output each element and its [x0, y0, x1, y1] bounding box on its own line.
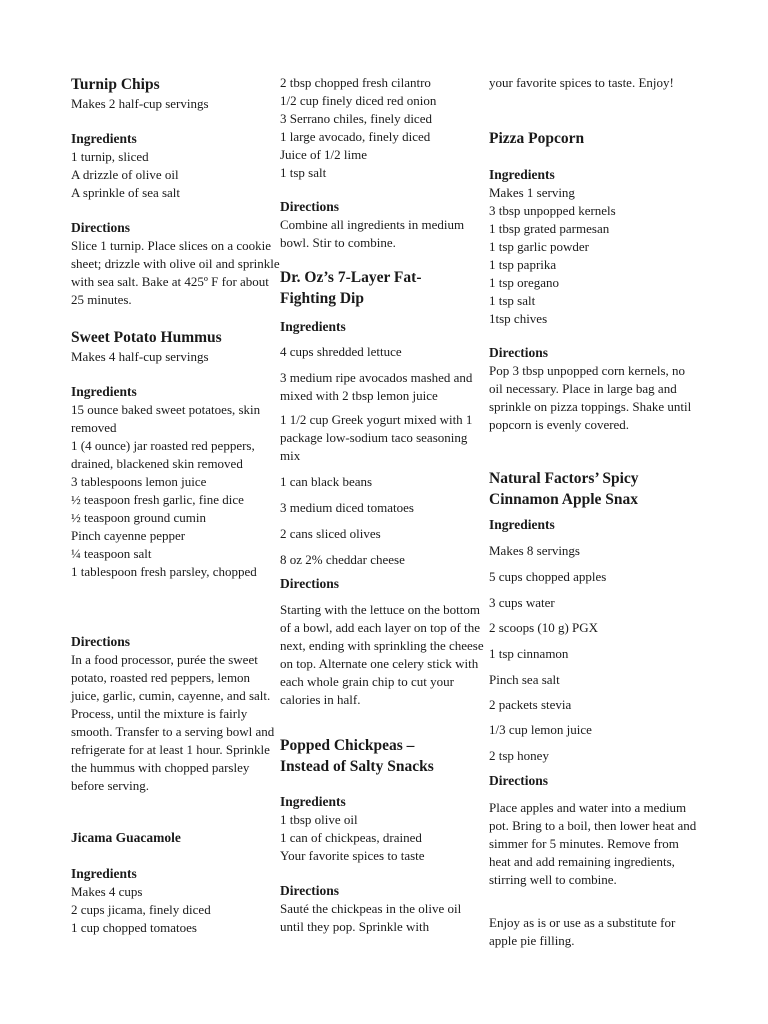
turnip-directions-text: Slice 1 turnip. Place slices on a cookie sheet; drizzle with olive oil and sprinkle with sea salt. Bake at 425º F for about 25 minutes. — [71, 238, 280, 307]
dip-directions-text: Starting with the lettuce on the bottom of a bowl, add each layer on top of the next, ending with sprinkling the cheese on top. Alternate one celery stick with each whole grain chip to cut your calories in half. — [280, 602, 484, 707]
jicama-ingredient: 1 large avocado, finely diced — [280, 129, 431, 144]
turnip-directions-heading: Directions — [71, 220, 130, 235]
apple-snax-title: Natural Factors’ Spicy Cinnamon Apple Snax — [489, 470, 639, 508]
hummus-servings: Makes 4 half-cup servings — [71, 349, 209, 364]
jicama-ingredient: 1 tsp salt — [280, 165, 327, 180]
dip-ingredient: 1 1/2 cup Greek yogurt mixed with 1 package low-sodium taco seasoning mix — [280, 412, 473, 463]
turnip-chips-title: Turnip Chips — [71, 76, 160, 93]
jicama-ingredient: 2 tbsp chopped fresh cilantro — [280, 75, 431, 90]
turnip-chips-servings: Makes 2 half-cup servings — [71, 96, 209, 111]
popcorn-ingredient: 1 tsp garlic powder — [489, 239, 590, 254]
apple-ingredients-heading: Ingredients — [489, 517, 555, 532]
dr-oz-dip-title: Dr. Oz’s 7-Layer Fat-Fighting Dip — [280, 269, 422, 307]
dip-ingredient: 3 medium diced tomatoes — [280, 500, 414, 515]
dip-ingredient: 4 cups shredded lettuce — [280, 344, 402, 359]
dip-ingredient: 3 medium ripe avocados mashed and mixed with 2 tbsp lemon juice — [280, 370, 473, 403]
dip-directions-heading: Directions — [280, 576, 339, 591]
dip-ingredient: 1 can black beans — [280, 474, 373, 489]
apple-ingredient: Makes 8 servings — [489, 543, 580, 558]
popcorn-ingredient: 3 tbsp unpopped kernels — [489, 203, 616, 218]
apple-directions-text: Place apples and water into a medium pot. Bring to a boil, then lower heat and simmer for 5 minutes. Remove from heat and add remaining ingredients, stirring well to combine. — [489, 800, 697, 887]
apple-directions-heading: Directions — [489, 773, 548, 788]
jicama-ingredient: 2 cups jicama, finely diced — [71, 902, 211, 917]
hummus-ingredient: ¼ teaspoon salt — [71, 546, 152, 561]
hummus-ingredient: 1 tablespoon fresh parsley, chopped — [71, 564, 257, 579]
turnip-ingredient: A sprinkle of sea salt — [71, 185, 181, 200]
hummus-ingredient: 15 ounce baked sweet potatoes, skin removed — [71, 402, 261, 435]
apple-ingredient: 1/3 cup lemon juice — [489, 722, 592, 737]
turnip-ingredient: 1 turnip, sliced — [71, 149, 149, 164]
hummus-directions-heading: Directions — [71, 634, 130, 649]
dip-ingredients-heading: Ingredients — [280, 319, 346, 334]
jicama-directions-heading: Directions — [280, 199, 339, 214]
popcorn-ingredients-heading: Ingredients — [489, 167, 555, 182]
chickpeas-directions-text: Sauté the chickpeas in the olive oil until they pop. Sprinkle with — [280, 901, 462, 934]
jicama-guacamole-title: Jicama Guacamole — [71, 830, 181, 845]
pizza-popcorn-title: Pizza Popcorn — [489, 130, 585, 147]
chickpeas-directions-continued: your favorite spices to taste. Enjoy! — [489, 75, 674, 90]
turnip-ingredient: A drizzle of olive oil — [71, 167, 179, 182]
apple-ingredient: 3 cups water — [489, 595, 555, 610]
hummus-ingredient: Pinch cayenne pepper — [71, 528, 186, 543]
apple-directions-serving-note: Enjoy as is or use as a substitute for apple pie filling. — [489, 915, 676, 948]
chickpeas-ingredient: Your favorite spices to taste — [280, 848, 425, 863]
dip-ingredient: 2 cans sliced olives — [280, 526, 381, 541]
popped-chickpeas-title: Popped Chickpeas – Instead of Salty Snacks — [280, 737, 434, 775]
jicama-ingredients-heading: Ingredients — [71, 866, 137, 881]
apple-ingredient: Pinch sea salt — [489, 672, 560, 687]
hummus-ingredients-heading: Ingredients — [71, 384, 137, 399]
apple-ingredient: 2 packets stevia — [489, 697, 572, 712]
jicama-ingredient: Makes 4 cups — [71, 884, 143, 899]
chickpeas-ingredient: 1 can of chickpeas, drained — [280, 830, 422, 845]
popcorn-ingredient: Makes 1 serving — [489, 185, 575, 200]
popcorn-ingredient: 1tsp chives — [489, 311, 548, 326]
jicama-ingredient: Juice of 1/2 lime — [280, 147, 368, 162]
chickpeas-ingredient: 1 tbsp olive oil — [280, 812, 358, 827]
popcorn-ingredient: 1 tsp oregano — [489, 275, 560, 290]
sweet-potato-hummus-title: Sweet Potato Hummus — [71, 329, 222, 346]
apple-ingredient: 2 tsp honey — [489, 748, 549, 763]
hummus-directions-text: In a food processor, purée the sweet potato, roasted red peppers, lemon juice, garlic, cumin, cayenne, and salt. Process, until the mixture is fairly smooth. Transfer to a serving bowl and refrigerate for at least 1 hour. Sprinkle the hummus with chopped parsley before serving. — [71, 652, 275, 793]
apple-ingredient: 1 tsp cinnamon — [489, 646, 569, 661]
hummus-ingredient: ½ teaspoon fresh garlic, fine dice — [71, 492, 244, 507]
popcorn-directions-text: Pop 3 tbsp unpopped corn kernels, no oil necessary. Place in large bag and sprinkle on pizza toppings. Shake until popcorn is evenly covered. — [489, 363, 692, 432]
turnip-ingredients-heading: Ingredients — [71, 131, 137, 146]
popcorn-ingredient: 1 tsp salt — [489, 293, 536, 308]
hummus-ingredient: ½ teaspoon ground cumin — [71, 510, 207, 525]
jicama-ingredient: 1 cup chopped tomatoes — [71, 920, 197, 935]
popcorn-ingredient: 1 tbsp grated parmesan — [489, 221, 610, 236]
dip-ingredient: 8 oz 2% cheddar cheese — [280, 552, 405, 567]
apple-ingredient: 5 cups chopped apples — [489, 569, 607, 584]
hummus-ingredient: 3 tablespoons lemon juice — [71, 474, 207, 489]
chickpeas-directions-heading: Directions — [280, 883, 339, 898]
popcorn-directions-heading: Directions — [489, 345, 548, 360]
apple-ingredient: 2 scoops (10 g) PGX — [489, 620, 599, 635]
hummus-ingredient: 1 (4 ounce) jar roasted red peppers, drained, blackened skin removed — [71, 438, 255, 471]
popcorn-ingredient: 1 tsp paprika — [489, 257, 557, 272]
jicama-ingredient: 3 Serrano chiles, finely diced — [280, 111, 432, 126]
jicama-directions-text: Combine all ingredients in medium bowl. Stir to combine. — [280, 217, 465, 250]
chickpeas-ingredients-heading: Ingredients — [280, 794, 346, 809]
jicama-ingredient: 1/2 cup finely diced red onion — [280, 93, 437, 108]
